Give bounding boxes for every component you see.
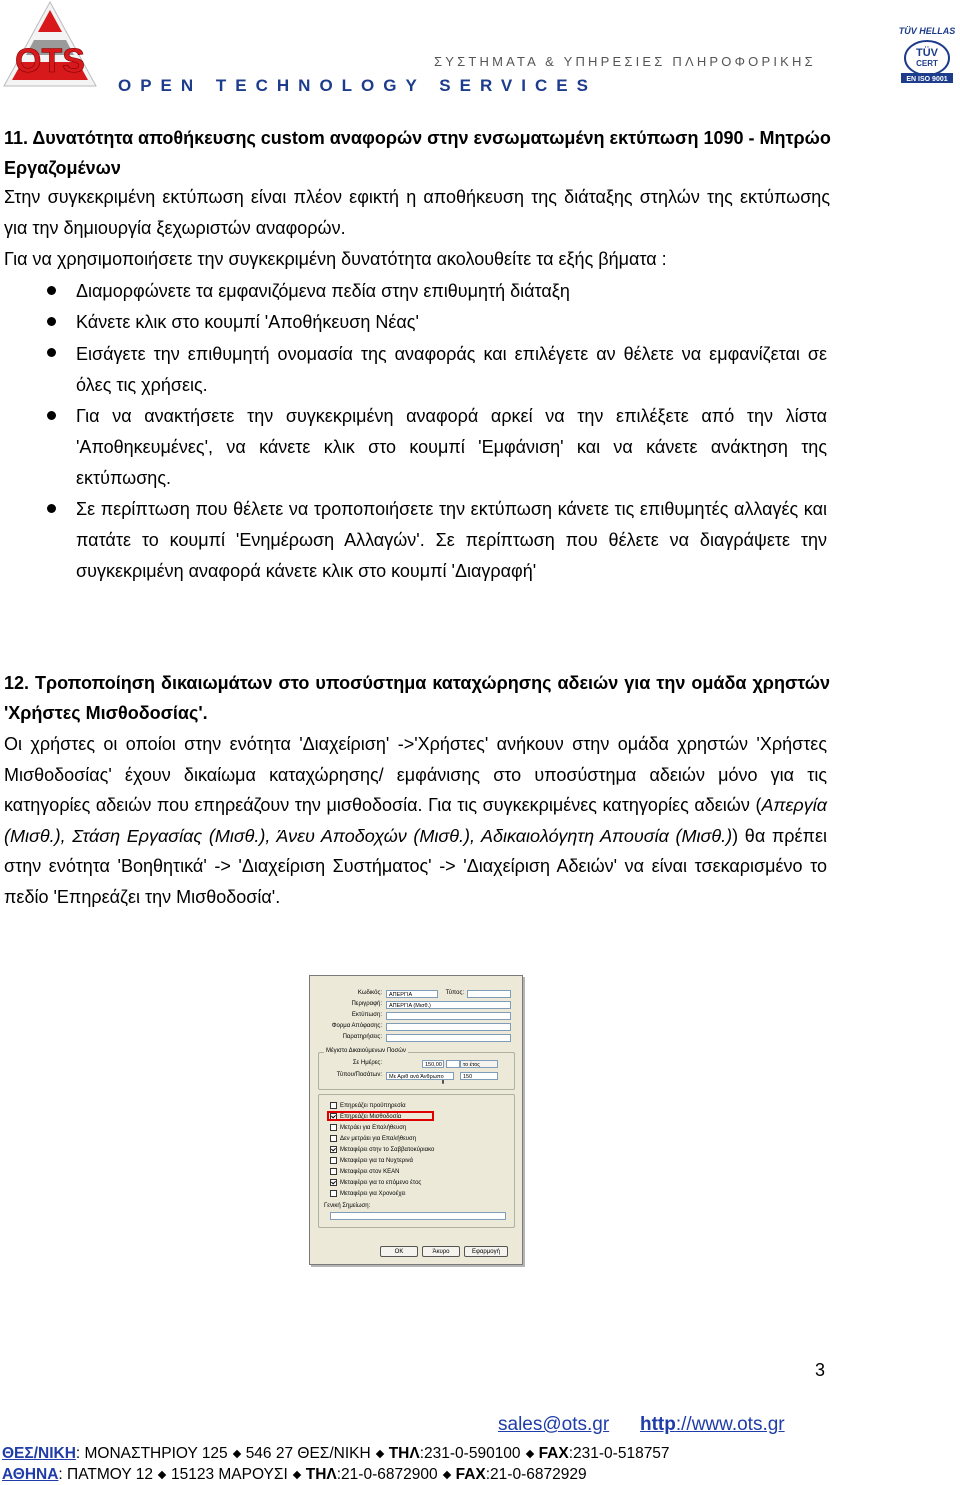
step-item: Για να ανακτήσετε την συγκεκριμένη αναφορά αρκεί να την επιλέξετε από την λίστα 'Αποθηκευμένες', να κάνετε κλικ στο κουμπί 'Εμφάνιση' και να κάνετε ανάκτηση της εκτύπωσης. [76, 406, 827, 488]
calc-input[interactable] [386, 1023, 511, 1031]
type-input[interactable] [467, 990, 511, 998]
step-item: Εισάγετε την επιθυμητή ονομασία της αναφοράς και επιλέγετε αν θέλετε να εμφανίζεται σε όλες τις χρήσεις. [76, 344, 827, 395]
diamond-separator-icon [375, 1450, 383, 1458]
cancel-button[interactable]: Άκυρο [422, 1246, 460, 1257]
ots-logo [0, 0, 100, 96]
checkbox-icon [330, 1124, 337, 1131]
option-checkbox[interactable]: Μεταφέρει στον ΚΕΑΝ [330, 1168, 399, 1176]
code-input[interactable]: ΑΠΕΡΓΙΑ [386, 990, 438, 998]
option-checkbox[interactable]: Μεταφέρει για το επόμενο έτος [330, 1179, 421, 1187]
bullet-icon [47, 504, 56, 513]
general-note-input[interactable] [330, 1212, 506, 1220]
step-item: Σε περίπτωση που θέλετε να τροποποιήσετε την εκτύπωση κάνετε τις επιθυμητές αλλαγές και πατάτε το κουμπί 'Ενημέρωση Αλλαγών'. Σε περίπτωση που θέλετε να διαγράψετε την συγκεκριμένη αναφορά κάνετε κλικ στο κουμπί 'Διαγραφή' [76, 499, 827, 581]
general-note-label: Γενική Σημείωση: [324, 1203, 371, 1209]
checkbox-icon [330, 1168, 337, 1175]
diamond-separator-icon [232, 1450, 240, 1458]
address-thessaloniki: ΘΕΣ/ΝΙΚΗ: ΜΟΝΑΣΤΗΡΙΟΥ 125 546 27 ΘΕΣ/ΝΙΚΗ ΤΗΛ:231-0-590100 FAX:231-0-518757 [2, 1445, 670, 1462]
checkbox-icon [330, 1157, 337, 1164]
option-checkbox[interactable]: Μετράει για Επαλήθευση [330, 1124, 406, 1132]
section-11-title: 11. Δυνατότητα αποθήκευσης custom αναφορών στην ενσωματωμένη εκτύπωση 1090 - Μητρώο Εργαζομένων [4, 128, 831, 178]
address-athens: ΑΘΗΝΑ: ΠΑΤΜΟΥ 12 15123 ΜΑΡΟΥΣΙ ΤΗΛ:21-0-6872900 FAX:21-0-6872929 [2, 1466, 587, 1483]
print-label: Εκτύπωση: [351, 1012, 382, 1018]
code-label: Κωδικός: [357, 990, 382, 996]
tagline-english: OPEN TECHNOLOGY SERVICES [118, 76, 597, 95]
tuv-certification-badge [895, 24, 959, 84]
checkbox-icon [330, 1190, 337, 1197]
option-checkbox[interactable]: Επηρεάζει προϋπηρεσία [330, 1102, 406, 1110]
step-item: Διαμορφώνετε τα εμφανιζόμενα πεδία στην επιθυμητή διάταξη [76, 281, 570, 301]
checkbox-checked-icon [330, 1146, 337, 1153]
ok-button[interactable]: OK [380, 1246, 418, 1257]
leave-categories-italic: Απεργία (Μισθ.), Στάση Εργασίας (Μισθ.), Άνευ Αποδοχών (Μισθ.), Αδικαιολόγητη Απουσία (Μισθ.) [4, 795, 827, 846]
section-11-intro: Στην συγκεκριμένη εκτύπωση είναι πλέον εφικτή η αποθήκευση της διάταξης στηλών της εκτύπωσης για την δημιουργία ξεχωριστών αναφορών. [4, 187, 830, 238]
remarks-input[interactable] [386, 1034, 511, 1042]
max-days-group [318, 1052, 515, 1090]
bullet-icon [47, 317, 56, 326]
email-link[interactable]: sales@ots.gr [498, 1414, 610, 1435]
bullet-icon [47, 348, 56, 357]
description-input[interactable]: ΑΠΕΡΓΙΑ (Μισθ.) [386, 1001, 511, 1009]
days-label: Σε Ημέρες: [352, 1060, 382, 1066]
bullet-icon [47, 411, 56, 420]
checkbox-icon [330, 1135, 337, 1142]
remarks-label: Παρατηρήσεις: [342, 1034, 382, 1040]
days-unit-input[interactable] [446, 1060, 460, 1068]
print-input[interactable] [386, 1012, 511, 1020]
apply-button[interactable]: Εφαρμογή [464, 1246, 508, 1257]
section-12-title: 12. Τροποποίηση δικαιωμάτων στο υποσύστημα καταχώρησης αδειών για την ομάδα χρηστών 'Χρήστες Μισθοδοσίας'. [4, 673, 830, 723]
option-checkbox-payroll[interactable]: Επηρεάζει Μισθοδοσία [330, 1113, 401, 1121]
bullet-icon [47, 286, 56, 295]
highlight-box [327, 1111, 434, 1121]
section-12-body: Οι χρήστες οι οποίοι στην ενότητα 'Διαχείριση' ->'Χρήστες' ανήκουν στην ομάδα χρηστών 'Χρήστες Μισθοδοσίας' έχουν δικαίωμα καταχώρησης/ εμφάνισης στο υποσύστημα αδειών μόνο για τις κατηγορίες αδειών που επηρεάζουν την μισθοδοσία. Για τις συγκεκριμένες κατηγορίες αδειών (Απεργία (Μισθ.), Στάση Εργασίας (Μισθ.), Άνευ Αποδοχών (Μισθ.), Αδικαιολόγητη Απουσία (Μισθ.)) θα πρέπει στην ενότητα 'Βοηθητικά' -> 'Διαχείριση Συστήματος' -> 'Διαχείριση Αδειών' να είναι τσεκαρισμένο το πεδίο 'Επηρεάζει την Μισθοδοσία'. [4, 734, 828, 907]
diamond-separator-icon [442, 1471, 450, 1479]
max-days-group-label: Μέγιστο Δικαιούμενων Ποσών [326, 1048, 406, 1054]
diamond-separator-icon [293, 1471, 301, 1479]
option-checkbox[interactable]: Μεταφέρει για Χρονοέχει [330, 1190, 405, 1198]
period-select[interactable]: το έτος [460, 1060, 498, 1068]
svg-text:TÜV: TÜV [916, 47, 938, 59]
type-label: Τύπος: [445, 990, 464, 996]
svg-text:CERT: CERT [916, 59, 938, 68]
tagline-greek: ΣΥΣΤΗΜΑΤΑ & ΥΠΗΡΕΣΙΕΣ ΠΛΗΡΟΦΟΡΙΚΗΣ [434, 54, 816, 69]
svg-text:EN ISO 9001: EN ISO 9001 [906, 76, 948, 83]
description-label: Περιγραφή: [351, 1001, 382, 1007]
diamond-separator-icon [158, 1471, 166, 1479]
checkbox-checked-icon [330, 1179, 337, 1186]
leave-settings-dialog-screenshot [309, 975, 523, 1265]
days-input[interactable]: 150,00 [422, 1060, 444, 1068]
svg-text:TÜV HELLAS: TÜV HELLAS [898, 26, 956, 36]
option-checkbox[interactable]: Μεταφέρει στην το Σαββατοκύριακο [330, 1146, 434, 1154]
section-11-steps-intro: Για να χρησιμοποιήσετε την συγκεκριμένη δυνατότητα ακολουθείτε τα εξής βήματα : [4, 249, 667, 269]
step-item: Κάνετε κλικ στο κουμπί 'Αποθήκευση Νέας' [76, 312, 419, 332]
hours-mode-input[interactable]: Με Αριθ ανά Άνθρωπο [386, 1072, 454, 1080]
page-number: 3 [815, 1360, 826, 1380]
svg-text:OTS: OTS [15, 42, 85, 80]
hours-label: Τύπου/Ποσάτων: [336, 1072, 382, 1078]
option-checkbox[interactable]: Δεν μετράει για Επαλήθευση [330, 1135, 416, 1143]
checkbox-icon [330, 1102, 337, 1109]
option-checkbox[interactable]: Μεταφέρει για τα Νυχτερινά [330, 1157, 413, 1165]
hours-input[interactable]: 150 [460, 1072, 498, 1080]
calc-label: Φορμα Απόφασης: [331, 1023, 382, 1029]
diamond-separator-icon [525, 1450, 533, 1458]
website-link[interactable]: http://www.ots.gr [640, 1414, 785, 1435]
